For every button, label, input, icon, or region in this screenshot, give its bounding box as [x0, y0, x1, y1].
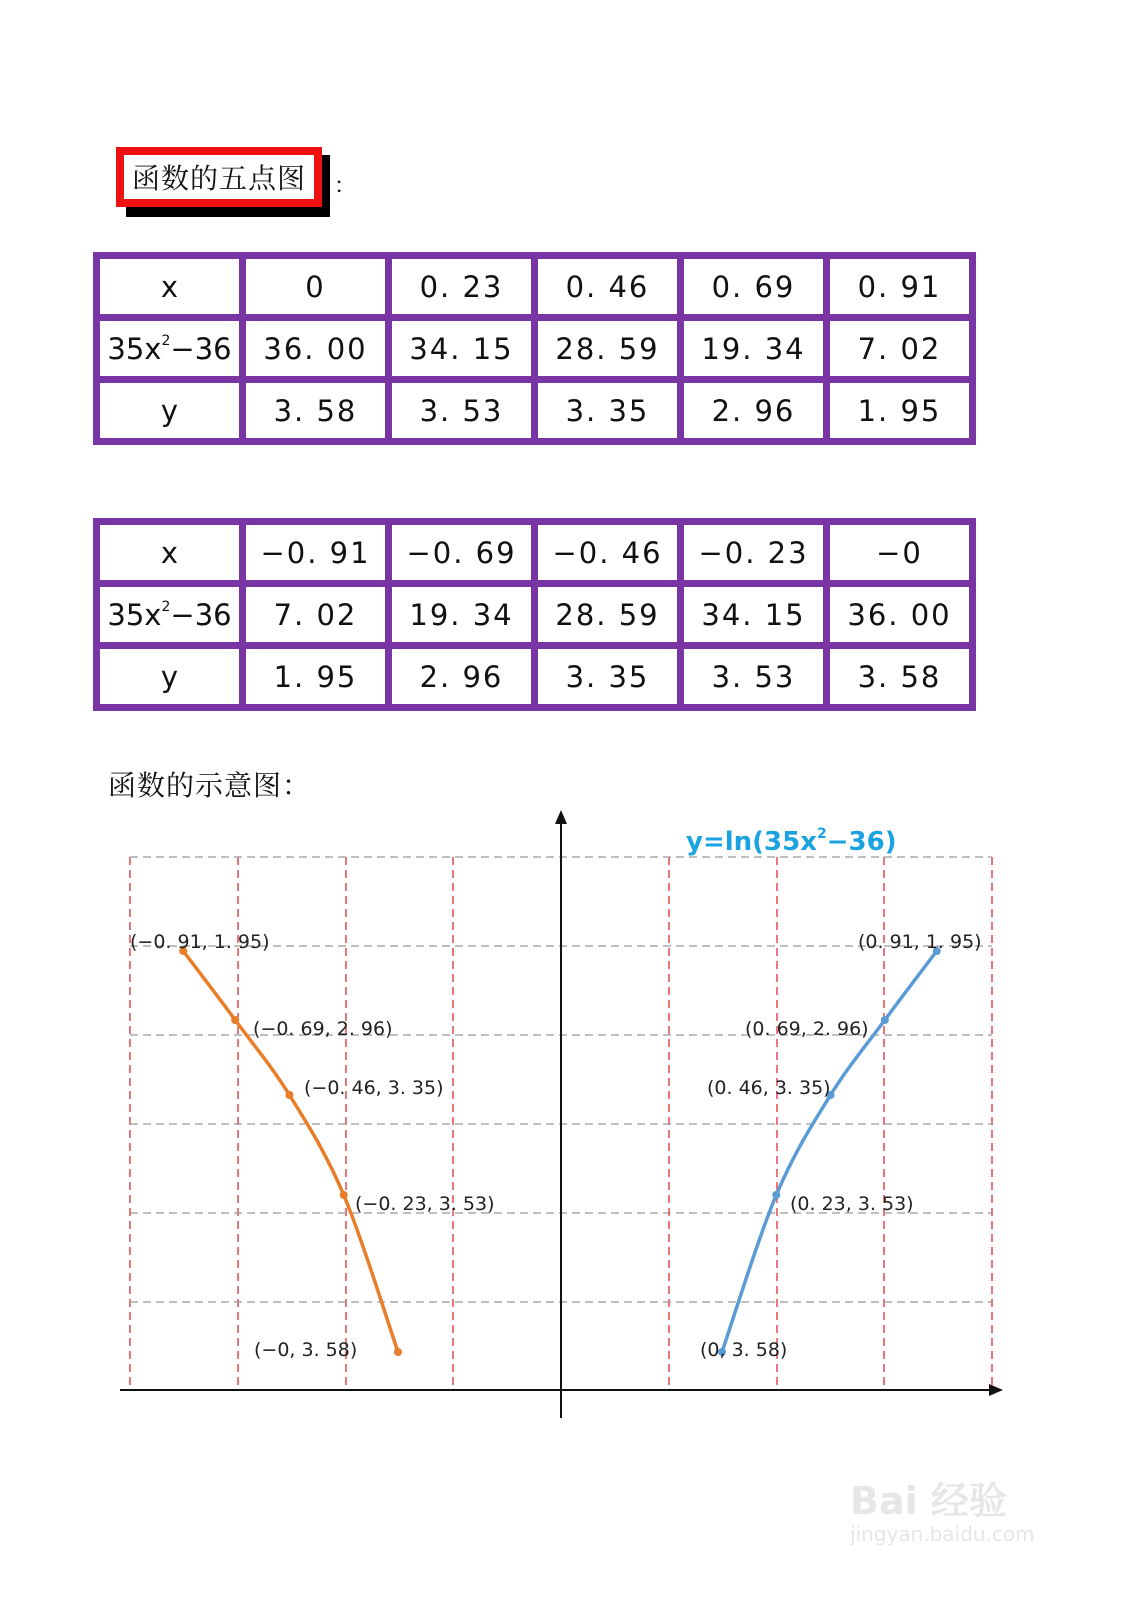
table-cell: 28. 59	[535, 318, 681, 380]
table-cell: 36. 00	[243, 318, 389, 380]
row-header: y	[97, 646, 243, 708]
data-point	[881, 1016, 889, 1024]
table-cell: 2. 96	[389, 646, 535, 708]
table-row	[97, 522, 973, 584]
table-cell: 28. 59	[535, 584, 681, 646]
series-line-right	[722, 951, 937, 1352]
y-axis-arrow-icon	[555, 810, 567, 824]
row-header: x	[97, 522, 243, 584]
data-label: (0. 46, 3. 35)	[707, 1077, 831, 1099]
data-point	[285, 1091, 293, 1099]
data-point	[340, 1191, 348, 1199]
table-cell: −0. 23	[681, 522, 827, 584]
table-cell: 0. 46	[535, 256, 681, 318]
table-cell: 3. 53	[389, 380, 535, 442]
table-cell: 0. 23	[389, 256, 535, 318]
function-sketch-chart	[0, 800, 1131, 1440]
data-label: (−0. 69, 2. 96)	[253, 1018, 393, 1040]
table-row	[97, 380, 973, 442]
row-header: $35x^2-36$	[97, 584, 243, 646]
row-header: x	[97, 256, 243, 318]
watermark-url: jingyan.baidu.com	[850, 1522, 1035, 1546]
table-cell: 19. 34	[681, 318, 827, 380]
table-row	[97, 584, 973, 646]
table-cell: 3. 58	[243, 380, 389, 442]
table-cell: 3. 58	[827, 646, 973, 708]
data-point	[772, 1191, 780, 1199]
data-label: (0. 23, 3. 53)	[790, 1193, 914, 1215]
axes	[120, 810, 1003, 1418]
row-header: y	[97, 380, 243, 442]
table-cell: 1. 95	[827, 380, 973, 442]
data-point	[231, 1016, 239, 1024]
table-cell: 7. 02	[243, 584, 389, 646]
data-label: (0. 69, 2. 96)	[745, 1018, 869, 1040]
table-cell: 0. 69	[681, 256, 827, 318]
table-cell: 0	[243, 256, 389, 318]
table-cell: −0. 46	[535, 522, 681, 584]
table-cell: 3. 53	[681, 646, 827, 708]
title-badge	[116, 147, 357, 207]
table-cell: −0. 91	[243, 522, 389, 584]
data-label: (−0. 46, 3. 35)	[304, 1077, 444, 1099]
data-point	[394, 1348, 402, 1356]
point-labels	[130, 931, 982, 1361]
table-cell: 36. 00	[827, 584, 973, 646]
table-row	[97, 256, 973, 318]
table-cell: −0	[827, 522, 973, 584]
table-cell: 0. 91	[827, 256, 973, 318]
data-label: (−0. 91, 1. 95)	[130, 931, 270, 953]
table-cell: 2. 96	[681, 380, 827, 442]
series-line-left	[183, 951, 398, 1352]
table-cell: 34. 15	[389, 318, 535, 380]
table-cell: 34. 15	[681, 584, 827, 646]
x-axis-arrow-icon	[989, 1384, 1003, 1396]
data-label: (0. 91, 1. 95)	[858, 931, 982, 953]
equation-label: $y=\ln(35x^2-36)$	[686, 826, 897, 857]
table-row	[97, 646, 973, 708]
table-cell: 7. 02	[827, 318, 973, 380]
table-cell: 3. 35	[535, 380, 681, 442]
table-cell: 1. 95	[243, 646, 389, 708]
five-point-table-positive	[93, 252, 976, 445]
page-title: 函数的五点图	[116, 147, 322, 207]
table-cell: 19. 34	[389, 584, 535, 646]
title-colon: ：	[334, 174, 357, 199]
table-cell: −0. 69	[389, 522, 535, 584]
table-cell: 3. 35	[535, 646, 681, 708]
row-header: $35x^2-36$	[97, 318, 243, 380]
data-label: (−0. 23, 3. 53)	[355, 1193, 495, 1215]
data-label: (−0, 3. 58)	[254, 1339, 358, 1361]
table-row	[97, 318, 973, 380]
five-point-table-negative	[93, 518, 976, 711]
data-label: (0, 3. 58)	[700, 1339, 788, 1361]
watermark-logo: Bai 经验	[850, 1479, 1007, 1523]
diagram-subtitle: 函数的示意图：	[108, 769, 312, 802]
